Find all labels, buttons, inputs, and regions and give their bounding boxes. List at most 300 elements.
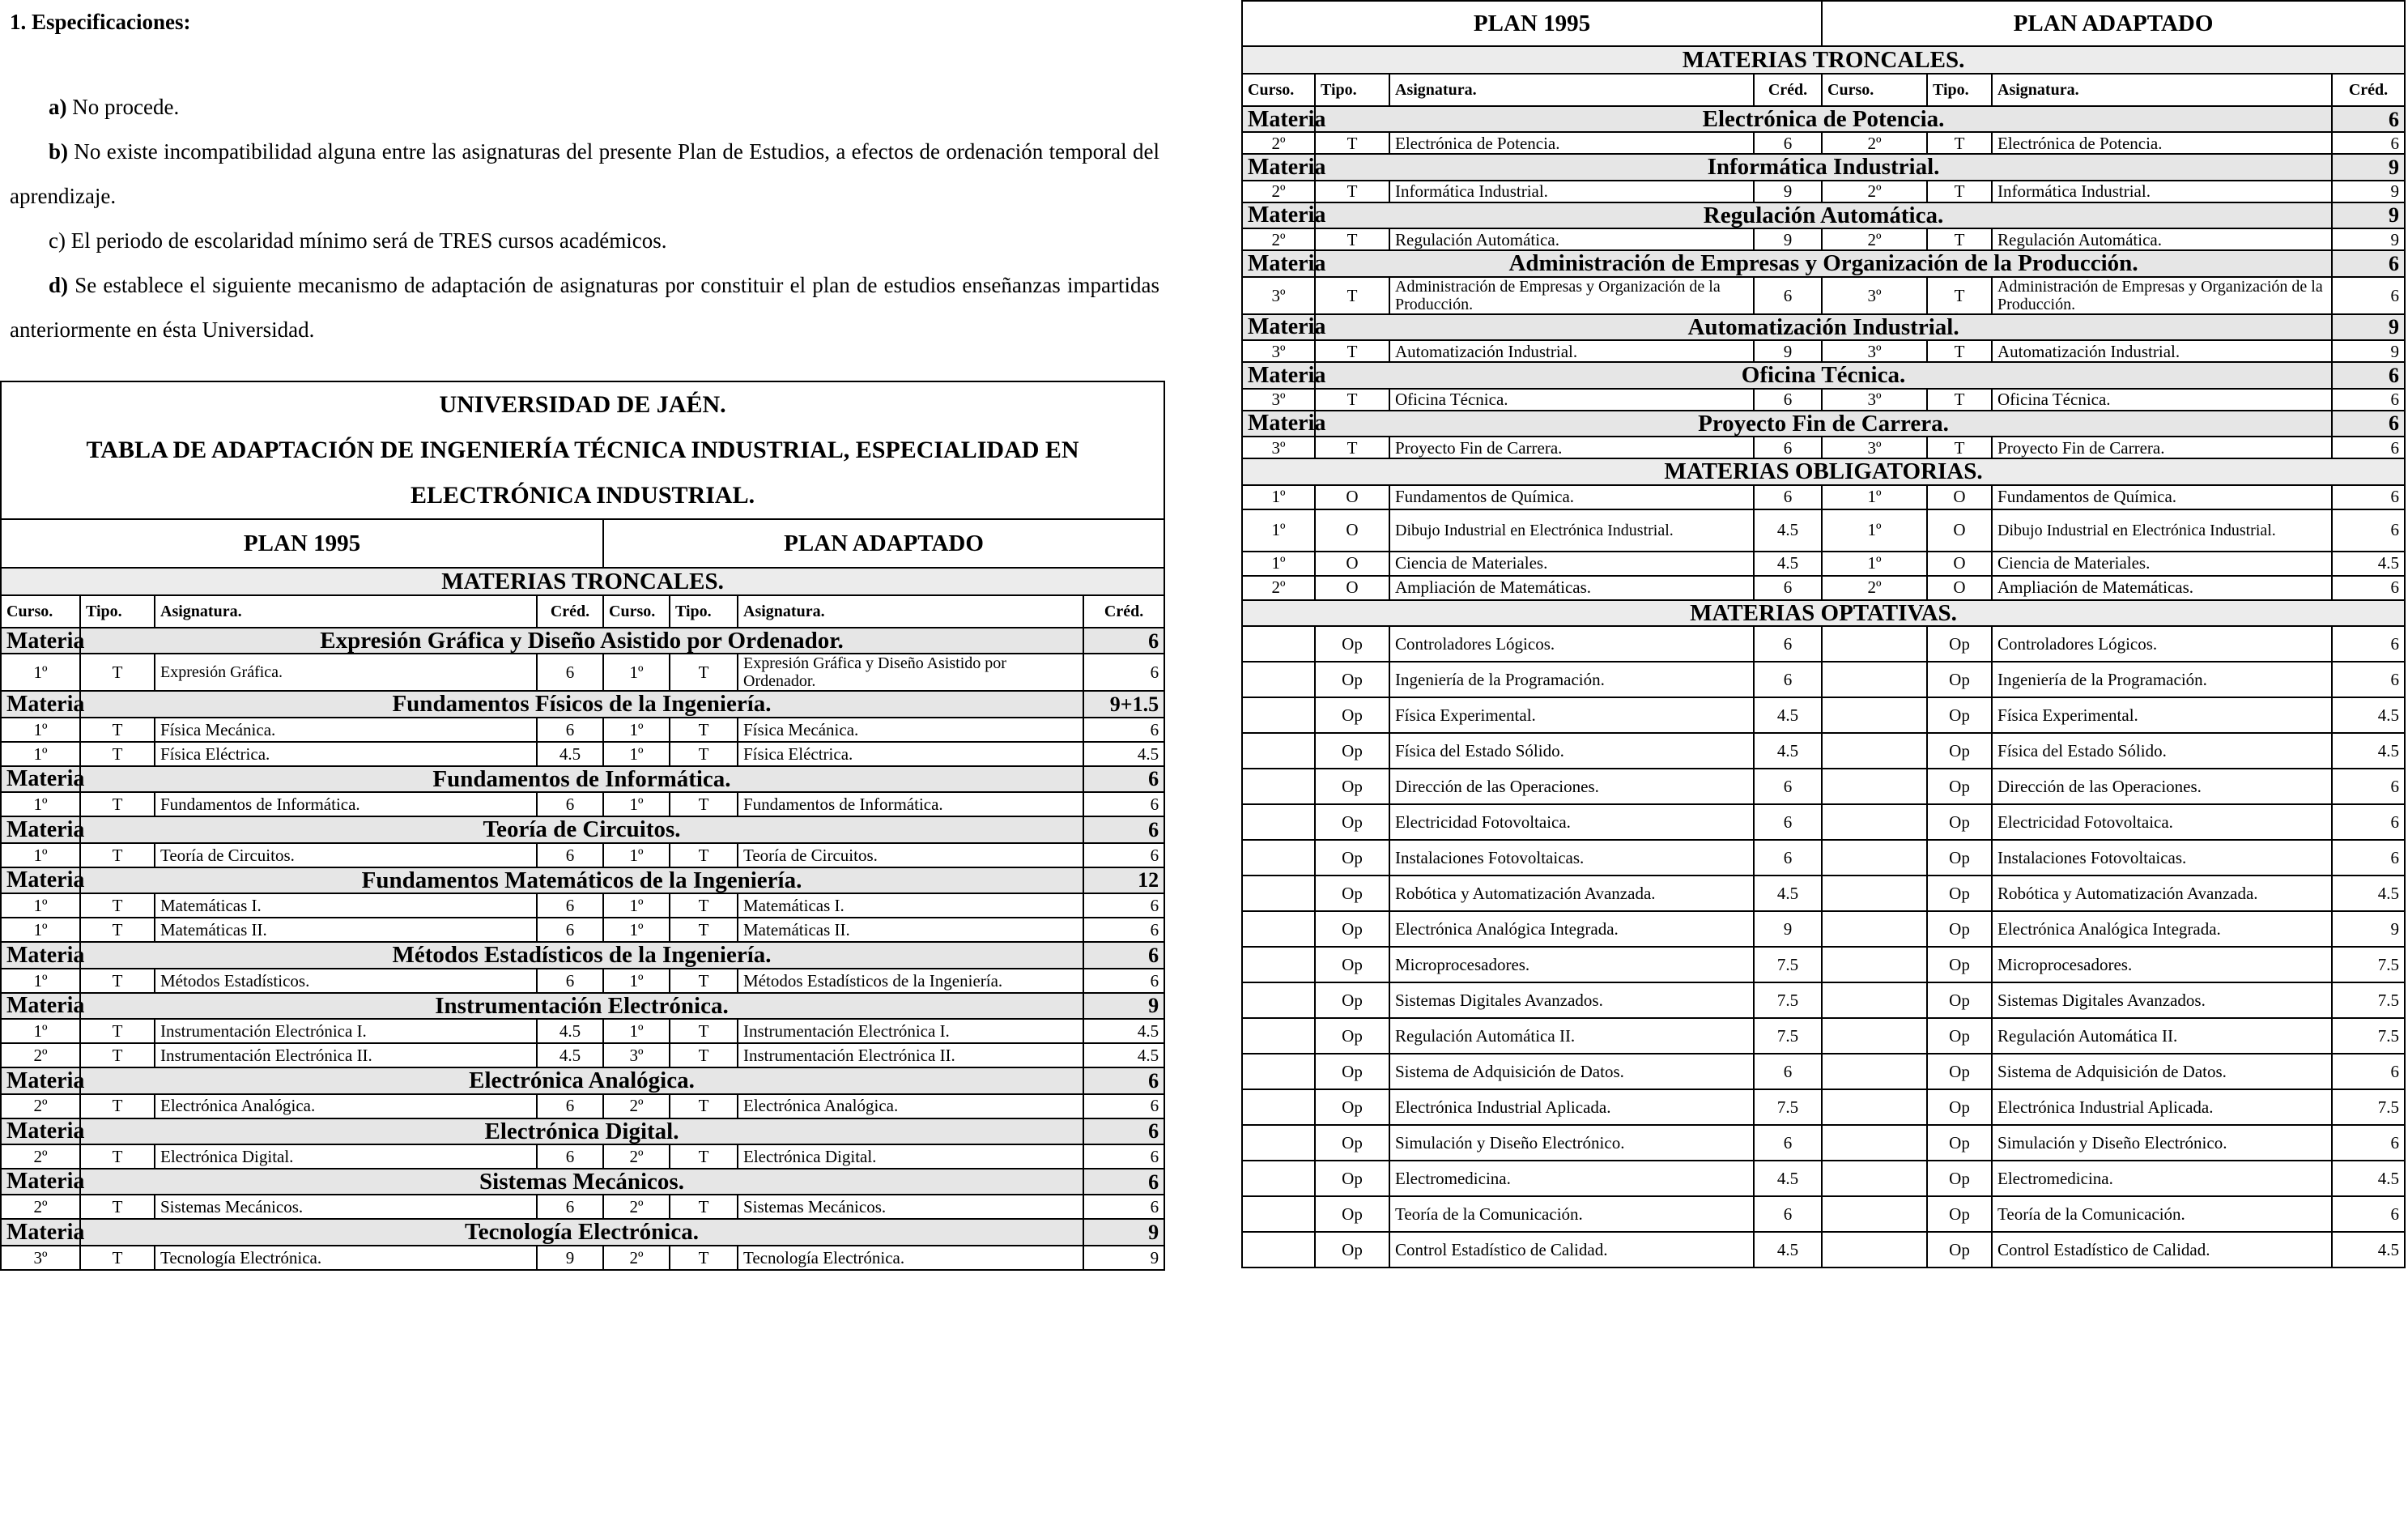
asignatura-old: Microprocesadores. [1389,947,1754,982]
materia-name: Expresión Gráfica y Diseño Asistido por Ordenador. [80,628,1083,654]
tipo-new: T [670,1043,738,1067]
materia-row [1,816,1164,842]
materia-label: Materia [1,1169,80,1195]
curso-old: 2º [1242,132,1315,154]
asignatura-new: Regulación Automática II. [1992,1018,2332,1054]
cred-old: 6 [537,893,603,918]
cred-new: 6 [1083,918,1164,942]
asignatura-new: Instrumentación Electrónica II. [738,1043,1083,1067]
tipo-new: T [670,654,738,691]
materia-label: Materia [1,867,80,893]
curso-new [1822,947,1927,982]
cred-new: 6 [2332,437,2405,458]
tipo-new: Op [1927,876,1992,911]
curso-old [1242,947,1315,982]
curso-old: 1º [1,843,80,867]
cred-old: 6 [1754,769,1822,804]
cred-new: 4.5 [1083,742,1164,766]
cred-old: 7.5 [1754,982,1822,1018]
asignatura-new: Sistemas Mecánicos. [738,1195,1083,1219]
subject-row [1242,769,2405,804]
cred-old: 6 [1754,485,1822,509]
materia-credits: 6 [1083,816,1164,842]
curso-old [1242,911,1315,947]
asignatura-old: Instalaciones Fotovoltaicas. [1389,840,1754,876]
tipo-old: T [80,969,155,993]
tipo-new: Op [1927,1232,1992,1268]
cred-new: 4.5 [1083,1019,1164,1043]
materia-name: Informática Industrial. [1315,154,2332,180]
tipo-new: O [1927,552,1992,576]
materia-credits: 6 [1083,766,1164,792]
tipo-old: T [80,893,155,918]
subject-row [1,918,1164,942]
subject-row [1242,1089,2405,1125]
cred-new: 7.5 [2332,1018,2405,1054]
cred-new: 6 [2332,576,2405,600]
tipo-new: Op [1927,662,1992,697]
cred-new: 6 [1083,969,1164,993]
tipo-old: T [1315,437,1389,458]
asignatura-new: Controladores Lógicos. [1992,626,2332,662]
curso-old [1242,840,1315,876]
tipo-new: O [1927,485,1992,509]
curso-old: 3º [1242,437,1315,458]
asignatura-new: Dibujo Industrial en Electrónica Industrial. [1992,509,2332,552]
materia-label: Materia [1,766,80,792]
asignatura-old: Oficina Técnica. [1389,389,1754,411]
spec-heading: 1. Especificaciones: [10,10,191,34]
tipo-new: Op [1927,1089,1992,1125]
tipo-new: T [670,969,738,993]
curso-new: 1º [603,742,670,766]
subject-row [1242,181,2405,202]
materia-label: Materia [1242,362,1315,388]
cred-old: 6 [537,918,603,942]
tipo-new: T [1927,181,1992,202]
tipo-old: Op [1315,1054,1389,1089]
curso-old [1242,804,1315,840]
subject-row [1242,1161,2405,1196]
asignatura-old: Física Eléctrica. [155,742,537,766]
cred-old: 6 [1754,662,1822,697]
curso-new: 1º [603,918,670,942]
tipo-old: T [80,918,155,942]
asignatura-old: Informática Industrial. [1389,181,1754,202]
curso-old [1242,733,1315,769]
tipo-new: T [670,718,738,742]
tipo-old: T [80,792,155,816]
asignatura-old: Electricidad Fotovoltaica. [1389,804,1754,840]
subject-row [1242,228,2405,250]
asignatura-new: Fundamentos de Informática. [738,792,1083,816]
asignatura-old: Expresión Gráfica. [155,654,537,691]
materia-credits: 6 [1083,1118,1164,1144]
plan-old: PLAN 1995 [1,519,603,568]
curso-old: 1º [1,893,80,918]
cred-old: 6 [537,1195,603,1219]
curso-old: 3º [1,1246,80,1270]
curso-new [1822,769,1927,804]
asignatura-old: Física Mecánica. [155,718,537,742]
spec-b: b) No existe incompatibilidad alguna entre las asignaturas del presente Plan de Estudios, a efectos de ordenación temporal del aprendizaje. [10,139,1159,208]
subject-row [1242,132,2405,154]
materia-label: Materia [1242,106,1315,132]
subject-row [1242,982,2405,1018]
materia-row [1,691,1164,717]
cred-old: 9 [1754,228,1822,250]
tipo-new: T [670,1246,738,1270]
subject-row [1242,389,2405,411]
cred-new: 6 [2332,1196,2405,1232]
asignatura-old: Tecnología Electrónica. [155,1246,537,1270]
curso-new: 1º [603,792,670,816]
asignatura-old: Regulación Automática II. [1389,1018,1754,1054]
materia-credits: 6 [2332,106,2405,132]
subject-row [1,1043,1164,1067]
subject-row [1,1195,1164,1219]
curso-new: 2º [603,1094,670,1118]
curso-old [1242,1054,1315,1089]
asignatura-old: Regulación Automática. [1389,228,1754,250]
tipo-old: O [1315,509,1389,552]
asignatura-new: Instrumentación Electrónica I. [738,1019,1083,1043]
materia-row [1,1219,1164,1245]
tipo-new: Op [1927,1196,1992,1232]
cred-old: 6 [1754,389,1822,411]
asignatura-old: Sistemas Digitales Avanzados. [1389,982,1754,1018]
asignatura-old: Ciencia de Materiales. [1389,552,1754,576]
tipo-new: T [670,1094,738,1118]
tipo-new: Op [1927,1161,1992,1196]
cred-new: 7.5 [2332,1089,2405,1125]
cred-new: 6 [1083,1094,1164,1118]
tipo-new: O [1927,509,1992,552]
section-optativas-label: MATERIAS OPTATIVAS. [1242,600,2405,626]
curso-new [1822,1089,1927,1125]
curso-new: 1º [1822,509,1927,552]
materia-row [1,867,1164,893]
cred-old: 6 [537,843,603,867]
section-obligatorias-label: MATERIAS OBLIGATORIAS. [1242,458,2405,484]
materia-row [1242,202,2405,228]
asignatura-new: Sistemas Digitales Avanzados. [1992,982,2332,1018]
asignatura-old: Ampliación de Matemáticas. [1389,576,1754,600]
cred-new: 9 [2332,340,2405,362]
curso-new: 1º [603,1019,670,1043]
materia-name: Proyecto Fin de Carrera. [1315,411,2332,437]
materia-credits: 9 [2332,154,2405,180]
subject-row [1242,840,2405,876]
curso-new [1822,1018,1927,1054]
materia-name: Sistemas Mecánicos. [80,1169,1083,1195]
tipo-new: T [670,792,738,816]
subject-row [1242,1054,2405,1089]
materia-label: Materia [1242,250,1315,276]
asignatura-new: Teoría de la Comunicación. [1992,1196,2332,1232]
tipo-old: Op [1315,626,1389,662]
cred-old: 6 [537,792,603,816]
subject-row [1,843,1164,867]
asignatura-old: Electrónica de Potencia. [1389,132,1754,154]
materia-name: Métodos Estadísticos de la Ingeniería. [80,942,1083,968]
asignatura-new: Proyecto Fin de Carrera. [1992,437,2332,458]
asignatura-new: Ingeniería de la Programación. [1992,662,2332,697]
materia-name: Teoría de Circuitos. [80,816,1083,842]
materia-credits: 9 [1083,1219,1164,1245]
materia-label: Materia [1,942,80,968]
plan-old: PLAN 1995 [1242,1,1822,46]
materia-row [1,766,1164,792]
asignatura-new: Electrónica Industrial Aplicada. [1992,1089,2332,1125]
curso-new: 1º [603,654,670,691]
materia-label: Materia [1,1067,80,1093]
curso-new: 3º [1822,277,1927,314]
materia-name: Electrónica Analógica. [80,1067,1083,1093]
cred-new: 6 [2332,389,2405,411]
tipo-old: T [80,1246,155,1270]
curso-new: 2º [603,1195,670,1219]
tipo-new: Op [1927,1054,1992,1089]
asignatura-old: Dirección de las Operaciones. [1389,769,1754,804]
materia-name: Fundamentos de Informática. [80,766,1083,792]
asignatura-new: Física Mecánica. [738,718,1083,742]
tipo-old: T [80,654,155,691]
cred-old: 6 [1754,840,1822,876]
subject-row [1242,1196,2405,1232]
curso-old: 1º [1242,552,1315,576]
tipo-old: Op [1315,876,1389,911]
asignatura-old: Electrónica Digital. [155,1144,537,1169]
materia-label: Materia [1,691,80,717]
tipo-new: Op [1927,697,1992,733]
subject-row [1,792,1164,816]
asignatura-old: Sistema de Adquisición de Datos. [1389,1054,1754,1089]
curso-new: 1º [603,893,670,918]
tipo-new: T [1927,277,1992,314]
curso-old: 1º [1,718,80,742]
section-troncales: MATERIAS TRONCALES. [1,568,1164,595]
cred-old: 6 [537,718,603,742]
asignatura-new: Electrónica Digital. [738,1144,1083,1169]
cred-old: 6 [1754,576,1822,600]
asignatura-new: Tecnología Electrónica. [738,1246,1083,1270]
materia-credits: 6 [1083,1067,1164,1093]
tipo-new: T [670,893,738,918]
curso-new: 3º [1822,340,1927,362]
materia-row [1242,362,2405,388]
cred-new: 6 [1083,1144,1164,1169]
curso-old: 3º [1242,277,1315,314]
materia-name: Instrumentación Electrónica. [80,993,1083,1019]
tipo-old: O [1315,576,1389,600]
asignatura-new: Electrónica de Potencia. [1992,132,2332,154]
subject-row [1242,1125,2405,1161]
materia-credits: 6 [2332,362,2405,388]
subject-row [1242,509,2405,552]
subject-row [1242,552,2405,576]
cred-new: 9 [2332,228,2405,250]
curso-new [1822,1125,1927,1161]
materia-name: Administración de Empresas y Organización de la Producción. [1315,250,2332,276]
curso-old [1242,626,1315,662]
cred-old: 6 [1754,437,1822,458]
subject-row [1,893,1164,918]
tipo-old: Op [1315,1018,1389,1054]
table-title [1,381,1164,519]
plan-new: PLAN ADAPTADO [1822,1,2405,46]
tipo-new: T [1927,437,1992,458]
asignatura-new: Robótica y Automatización Avanzada. [1992,876,2332,911]
curso-old: 1º [1,792,80,816]
section-optativas [1242,600,2405,626]
materia-credits: 6 [2332,411,2405,437]
materia-name: Electrónica de Potencia. [1315,106,2332,132]
asignatura-new: Dirección de las Operaciones. [1992,769,2332,804]
asignatura-old: Instrumentación Electrónica II. [155,1043,537,1067]
asignatura-old: Fundamentos de Informática. [155,792,537,816]
asignatura-old: Electrónica Industrial Aplicada. [1389,1089,1754,1125]
cred-new: 6 [2332,1125,2405,1161]
asignatura-new: Microprocesadores. [1992,947,2332,982]
curso-new: 3º [1822,389,1927,411]
materia-label: Materia [1,993,80,1019]
section-troncales: MATERIAS TRONCALES. [1242,46,2405,74]
tipo-old: Op [1315,733,1389,769]
tipo-old: T [80,718,155,742]
tipo-new: T [670,742,738,766]
curso-old: 1º [1242,485,1315,509]
asignatura-old: Métodos Estadísticos. [155,969,537,993]
asignatura-old: Electromedicina. [1389,1161,1754,1196]
asignatura-new: Física del Estado Sólido. [1992,733,2332,769]
materia-credits: 9 [1083,993,1164,1019]
cred-new: 6 [1083,1195,1164,1219]
curso-old: 1º [1,1019,80,1043]
curso-new: 3º [603,1043,670,1067]
curso-new [1822,1196,1927,1232]
subject-row [1,1144,1164,1169]
asignatura-new: Electricidad Fotovoltaica. [1992,804,2332,840]
cred-new: 6 [2332,485,2405,509]
asignatura-old: Dibujo Industrial en Electrónica Industrial. [1389,509,1754,552]
plan-header-right [1242,1,2405,46]
tipo-old: Op [1315,1125,1389,1161]
plan-new: PLAN ADAPTADO [603,519,1164,568]
tipo-new: O [1927,576,1992,600]
cred-new: 4.5 [1083,1043,1164,1067]
asignatura-new: Regulación Automática. [1992,228,2332,250]
asignatura-old: Sistemas Mecánicos. [155,1195,537,1219]
cred-new: 7.5 [2332,947,2405,982]
tipo-new: T [1927,340,1992,362]
materia-name: Fundamentos Físicos de la Ingeniería. [80,691,1083,717]
subject-row [1242,576,2405,600]
curso-new [1822,662,1927,697]
tipo-new: T [670,1019,738,1043]
asignatura-new: Simulación y Diseño Electrónico. [1992,1125,2332,1161]
asignatura-new: Electromedicina. [1992,1161,2332,1196]
subject-row [1242,277,2405,314]
tipo-old: T [1315,340,1389,362]
asignatura-new: Física Experimental. [1992,697,2332,733]
cred-old: 4.5 [1754,1232,1822,1268]
tipo-old: T [80,1043,155,1067]
cred-old: 4.5 [537,1019,603,1043]
cred-new: 4.5 [2332,552,2405,576]
tipo-old: Op [1315,840,1389,876]
materia-name: Electrónica Digital. [80,1118,1083,1144]
cred-old: 4.5 [1754,1161,1822,1196]
cred-new: 6 [1083,893,1164,918]
materia-row [1242,106,2405,132]
tipo-old: Op [1315,947,1389,982]
tipo-new: Op [1927,982,1992,1018]
materia-name: Automatización Industrial. [1315,314,2332,340]
curso-old [1242,982,1315,1018]
spec-a: a) No procede. [49,95,180,119]
materia-credits: 6 [1083,1169,1164,1195]
curso-old [1242,1125,1315,1161]
tipo-new: Op [1927,840,1992,876]
curso-old [1242,876,1315,911]
materia-credits: 6 [1083,628,1164,654]
tipo-old: Op [1315,1196,1389,1232]
cred-old: 6 [537,654,603,691]
tipo-old: Op [1315,804,1389,840]
materia-label: Materia [1,1118,80,1144]
tipo-old: T [80,843,155,867]
cred-old: 4.5 [1754,876,1822,911]
cred-new: 4.5 [2332,876,2405,911]
tipo-new: T [1927,132,1992,154]
asignatura-new: Automatización Industrial. [1992,340,2332,362]
cred-old: 6 [1754,1196,1822,1232]
cred-new: 6 [2332,662,2405,697]
tipo-new: Op [1927,1125,1992,1161]
curso-old: 1º [1,918,80,942]
asignatura-new: Expresión Gráfica y Diseño Asistido por Ordenador. [738,654,1083,691]
cred-old: 7.5 [1754,1089,1822,1125]
tipo-new: T [670,1195,738,1219]
cred-new: 6 [2332,804,2405,840]
tipo-new: Op [1927,804,1992,840]
materia-row [1242,411,2405,437]
cred-old: 9 [537,1246,603,1270]
curso-new: 1º [603,843,670,867]
cred-new: 9 [1083,1246,1164,1270]
curso-old: 1º [1242,509,1315,552]
title-table: TABLA DE ADAPTACIÓN DE INGENIERÍA TÉCNICA INDUSTRIAL, ESPECIALIDAD EN [86,437,1079,463]
asignatura-old: Fundamentos de Química. [1389,485,1754,509]
cred-old: 6 [1754,1125,1822,1161]
materia-credits: 9+1.5 [1083,691,1164,717]
asignatura-old: Matemáticas I. [155,893,537,918]
asignatura-old: Robótica y Automatización Avanzada. [1389,876,1754,911]
cred-old: 6 [537,969,603,993]
cred-old: 6 [1754,1054,1822,1089]
curso-old: 1º [1,654,80,691]
curso-old [1242,1232,1315,1268]
asignatura-old: Física Experimental. [1389,697,1754,733]
cred-new: 6 [1083,718,1164,742]
tipo-old: O [1315,485,1389,509]
specifications [10,0,1159,352]
curso-new [1822,626,1927,662]
materia-credits: 9 [2332,202,2405,228]
cred-new: 6 [2332,277,2405,314]
subject-row [1242,876,2405,911]
